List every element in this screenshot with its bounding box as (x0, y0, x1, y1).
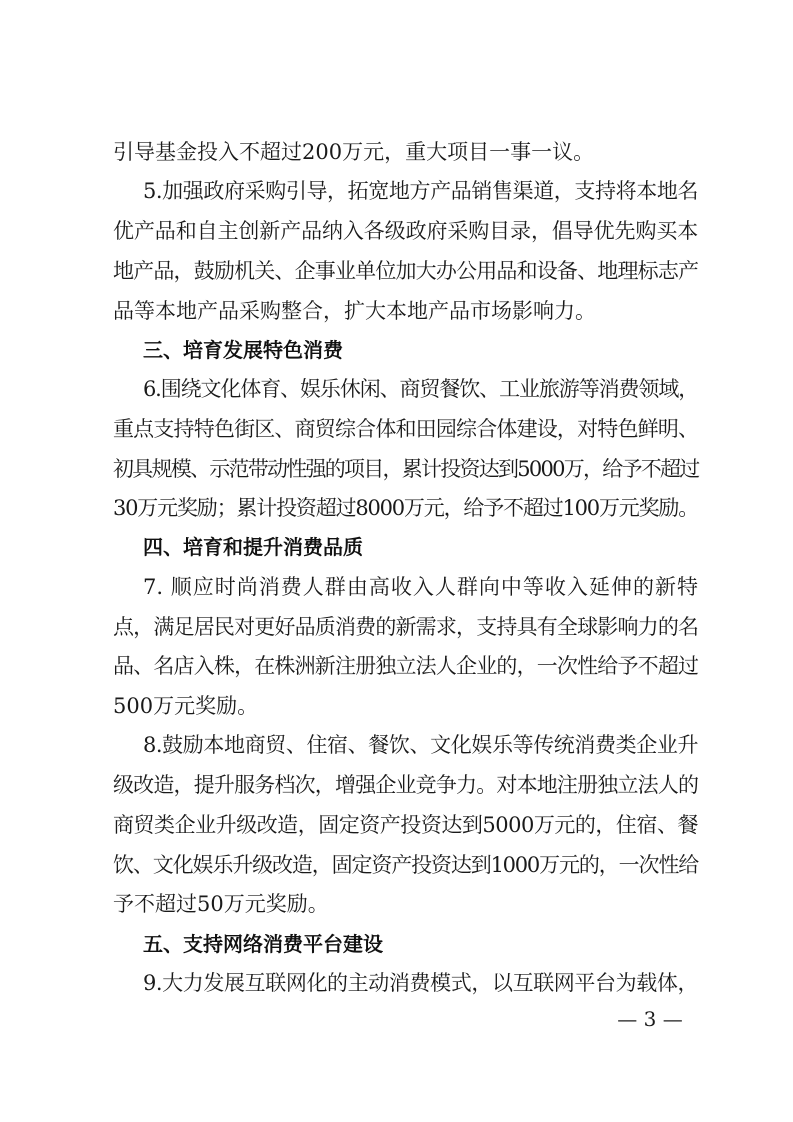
page-number: — 3 — (617, 1007, 683, 1031)
body-line: 重点支持特色街区、商贸综合体和田园综合体建设，对特色鲜明、 (113, 417, 698, 441)
body-line: 点，满足居民对更好品质消费的新需求，支持具有全球影响力的名 (113, 615, 698, 639)
body-line: 地产品，鼓励机关、企事业单位加大办公用品和设备、地理标志产 (113, 259, 698, 283)
body-line: 500万元奖励。 (113, 694, 259, 718)
body-line: 8.鼓励本地商贸、住宿、餐饮、文化娱乐等传统消费类企业升 (143, 733, 698, 757)
section-heading: 五、支持网络消费平台建设 (143, 932, 383, 956)
body-line: 予不超过50万元奖励。 (113, 892, 329, 916)
body-line: 饮、文化娱乐升级改造，固定资产投资达到1000万元的，一次性给 (113, 853, 698, 877)
body-line: 优产品和自主创新产品纳入各级政府采购目录，倡导优先购买本 (113, 219, 698, 243)
body-line: 7. 顺应时尚消费人群由高收入人群向中等收入延伸的新特 (143, 575, 698, 599)
section-heading: 四、培育和提升消费品质 (143, 535, 363, 559)
body-line: 级改造，提升服务档次，增强企业竞争力。对本地注册独立法人的 (113, 773, 698, 797)
body-line: 商贸类企业升级改造，固定资产投资达到5000万元的，住宿、餐 (113, 813, 698, 837)
body-line: 6.围绕文化体育、娱乐休闲、商贸餐饮、工业旅游等消费领域， (143, 377, 698, 401)
body-line: 30万元奖励；累计投资超过8000万元，给予不超过100万元奖励。 (113, 496, 698, 520)
body-line: 引导基金投入不超过200万元，重大项目一事一议。 (113, 140, 595, 164)
body-line: 5.加强政府采购引导，拓宽地方产品销售渠道，支持将本地名 (143, 179, 698, 203)
body-line: 品等本地产品采购整合，扩大本地产品市场影响力。 (113, 299, 596, 323)
body-line: 初具规模、示范带动性强的项目，累计投资达到5000万，给予不超过 (113, 457, 699, 481)
section-heading: 三、培育发展特色消费 (143, 338, 343, 362)
body-line: 9.大力发展互联网化的主动消费模式，以互联网平台为载体， (143, 971, 698, 995)
body-line: 品、名店入株，在株洲新注册独立法人企业的，一次性给予不超过 (113, 654, 698, 678)
